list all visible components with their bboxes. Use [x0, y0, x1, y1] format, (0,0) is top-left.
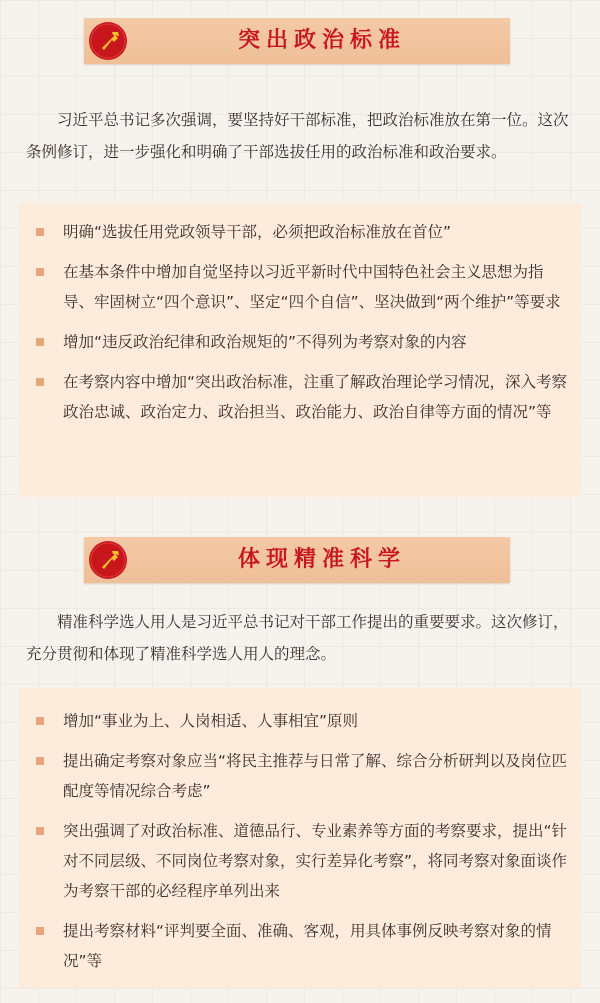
bullet-square-icon — [36, 268, 44, 276]
section-title: 体现精准科学 — [237, 547, 406, 572]
list-item-text: 提出考察材料“评判要全面、准确、客观，用具体事例反映考察对象的情况”等 — [63, 922, 552, 970]
list-item — [19, 706, 581, 736]
section-intro-text: 习近平总书记多次强调，要坚持好干部标准，把政治标准放在第一位。这次条例修订，进一步强化和明确了干部选拔任用的政治标准和政治要求。 — [26, 111, 569, 161]
key-points-card — [19, 688, 581, 988]
key-points-card — [19, 203, 581, 497]
list-item — [19, 816, 581, 906]
list-item-text: 在考察内容中增加“突出政治标准，注重了解政治理论学习情况，深入考察政治忠诚、政治定力、政治担当、政治能力、政治自律等方面的情况”等 — [63, 373, 568, 421]
list-item — [19, 217, 581, 247]
section-header-political-standard — [84, 18, 510, 64]
bullet-square-icon — [36, 338, 44, 346]
list-item — [19, 746, 581, 806]
party-emblem-icon — [88, 21, 128, 61]
bullet-square-icon — [36, 757, 44, 765]
list-item-text: 在基本条件中增加自觉坚持以习近平新时代中国特色社会主义思想为指导、牢固树立“四个意识”、坚定“四个自信”、坚决做到“两个维护”等要求 — [63, 263, 561, 311]
list-item-text: 增加“违反政治纪律和政治规矩的”不得列为考察对象的内容 — [63, 333, 467, 351]
list-item-text: 增加“事业为上、人岗相适、人事相宜”原则 — [63, 712, 359, 730]
list-item-text: 突出强调了对政治标准、道德品行、专业素养等方面的考察要求，提出“针对不同层级、不同岗位考察对象，实行差异化考察”，将同考察对象面谈作为考察干部的必经程序单列出来 — [63, 822, 568, 900]
key-points-list — [19, 706, 581, 976]
party-emblem-icon — [88, 540, 128, 580]
bullet-square-icon — [36, 228, 44, 236]
key-points-list — [19, 217, 581, 427]
section-title: 突出政治标准 — [237, 28, 406, 53]
section-intro-text: 精准科学选人用人是习近平总书记对干部工作提出的重要要求。这次修订，充分贯彻和体现了精准科学选人用人的理念。 — [26, 613, 569, 663]
bullet-square-icon — [36, 927, 44, 935]
list-item — [19, 327, 581, 357]
bullet-square-icon — [36, 378, 44, 386]
bullet-square-icon — [36, 717, 44, 725]
list-item-text: 明确“选拔任用党政领导干部，必须把政治标准放在首位” — [63, 223, 452, 241]
list-item-text: 提出确定考察对象应当“将民主推荐与日常了解、综合分析研判以及岗位匹配度等情况综合考虑” — [63, 752, 568, 800]
list-item — [19, 257, 581, 317]
section-header-precise-science — [84, 537, 510, 583]
list-item — [19, 367, 581, 427]
list-item — [19, 916, 581, 976]
bullet-square-icon — [36, 827, 44, 835]
